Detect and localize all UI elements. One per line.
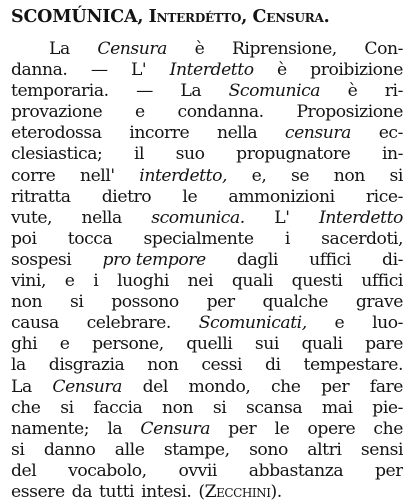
word: Riprensione, bbox=[231, 39, 337, 59]
word: suo bbox=[175, 144, 205, 165]
word: cessi bbox=[201, 355, 243, 376]
word: L' bbox=[130, 60, 147, 81]
word: alle bbox=[114, 439, 145, 460]
word: vocabolo, bbox=[68, 460, 147, 481]
word: disgrazia bbox=[48, 355, 125, 376]
word: opere bbox=[307, 418, 356, 439]
word: L' bbox=[274, 207, 290, 228]
word: — bbox=[136, 81, 153, 102]
word: nell' bbox=[79, 165, 115, 186]
word: quelli bbox=[186, 334, 233, 355]
text-line bbox=[11, 166, 403, 187]
word: Con- bbox=[364, 39, 403, 59]
text-line bbox=[11, 313, 403, 334]
word: faccia bbox=[93, 397, 143, 418]
heading-title: SCOMÚNICA, bbox=[11, 7, 144, 27]
word: uffici bbox=[309, 249, 351, 270]
word: poi bbox=[11, 228, 37, 249]
word: eterodossa bbox=[11, 123, 102, 144]
word: propugnatore bbox=[236, 144, 351, 165]
italic-term: Censura bbox=[52, 376, 122, 397]
word: uffici bbox=[361, 271, 403, 292]
italic-term: pro tempore bbox=[102, 249, 206, 270]
word: temporaria. bbox=[11, 81, 109, 102]
word: da bbox=[71, 481, 93, 502]
text-line bbox=[11, 461, 403, 482]
word: danno bbox=[43, 439, 96, 460]
italic-term: Interdetto bbox=[169, 60, 254, 81]
italic-term: Scomunicati, bbox=[198, 313, 307, 334]
word: ammonizioni bbox=[228, 186, 335, 207]
word: si bbox=[60, 397, 74, 418]
word: corre bbox=[11, 165, 56, 186]
word: mai bbox=[321, 397, 353, 418]
text-line bbox=[11, 187, 403, 208]
word: — bbox=[90, 60, 108, 81]
italic-term: Scomunica bbox=[228, 81, 321, 102]
text-line bbox=[11, 334, 403, 355]
text-line bbox=[11, 377, 403, 398]
entry-heading bbox=[11, 4, 401, 30]
word: celebrare. bbox=[86, 313, 171, 334]
word: danna. bbox=[11, 60, 68, 81]
word: è bbox=[347, 81, 358, 102]
word: e bbox=[59, 334, 70, 355]
word: fare bbox=[369, 376, 403, 397]
italic-term: Interdetto bbox=[318, 207, 403, 228]
word: tutti bbox=[99, 481, 135, 502]
italic-term: interdetto, bbox=[139, 165, 228, 186]
italic-term: Censura bbox=[140, 418, 211, 439]
text-line bbox=[11, 482, 403, 503]
word: vini, bbox=[11, 271, 46, 292]
word: per bbox=[228, 418, 257, 439]
word: sospesi bbox=[11, 249, 72, 270]
word: per bbox=[374, 460, 403, 481]
word: dagli bbox=[236, 249, 278, 270]
word: di bbox=[264, 355, 281, 376]
text-line bbox=[11, 271, 403, 292]
word: i bbox=[284, 228, 290, 249]
word: quali bbox=[231, 271, 273, 292]
word: si bbox=[389, 165, 403, 186]
word: in- bbox=[381, 144, 403, 165]
word: La bbox=[49, 39, 70, 59]
word: sono bbox=[249, 439, 288, 460]
word: i bbox=[93, 271, 99, 292]
word: e, bbox=[251, 165, 267, 186]
word: scansa bbox=[246, 397, 303, 418]
word: provazione bbox=[11, 102, 103, 123]
word: del bbox=[142, 376, 168, 397]
entry-body bbox=[11, 39, 403, 503]
word: (Zecchini). bbox=[198, 481, 282, 502]
word: qualche bbox=[262, 292, 329, 313]
word: sui bbox=[254, 334, 279, 355]
text-line bbox=[11, 398, 403, 419]
word: clesiastica; bbox=[11, 144, 103, 165]
word: la bbox=[107, 418, 123, 439]
word: ritratta bbox=[11, 186, 71, 207]
word: è bbox=[194, 39, 205, 59]
word: altri bbox=[307, 439, 342, 460]
word: intesi. bbox=[141, 481, 192, 502]
word: grave bbox=[355, 292, 403, 313]
text-line bbox=[11, 355, 403, 376]
word: di- bbox=[382, 249, 403, 270]
text-line bbox=[11, 81, 403, 102]
word: e bbox=[334, 313, 345, 334]
word: ovvii bbox=[178, 460, 217, 481]
word: tocca bbox=[67, 228, 113, 249]
word: è bbox=[277, 60, 287, 81]
text-line bbox=[11, 419, 403, 440]
word: dietro bbox=[101, 186, 152, 207]
heading-term-censura: Censura. bbox=[252, 7, 330, 27]
word: mondo, bbox=[188, 376, 251, 397]
italic-term: Censura bbox=[97, 39, 167, 59]
word: le bbox=[274, 418, 290, 439]
word: abbastanza bbox=[248, 460, 344, 481]
word: le bbox=[182, 186, 198, 207]
word: pie- bbox=[372, 397, 403, 418]
word: si bbox=[69, 292, 84, 313]
word: La bbox=[11, 376, 32, 397]
text-line bbox=[11, 144, 403, 165]
text-line bbox=[11, 250, 403, 271]
word: non bbox=[147, 355, 179, 376]
word: stampe, bbox=[163, 439, 230, 460]
word: per bbox=[321, 376, 350, 397]
text-line bbox=[11, 292, 403, 313]
word: specialmente bbox=[143, 228, 254, 249]
word: sensi bbox=[360, 439, 403, 460]
text-line bbox=[11, 440, 403, 461]
text-line bbox=[11, 229, 403, 250]
word: che bbox=[11, 397, 41, 418]
word: possono bbox=[111, 292, 179, 313]
word: del bbox=[11, 460, 37, 481]
word: La bbox=[180, 81, 202, 102]
word: quali bbox=[301, 334, 343, 355]
word: persone, bbox=[92, 334, 164, 355]
word: vute, bbox=[11, 207, 53, 228]
word: ec- bbox=[378, 123, 403, 144]
word: questi bbox=[291, 271, 343, 292]
word: non bbox=[11, 292, 43, 313]
word: condanna. bbox=[177, 102, 264, 123]
word: si bbox=[11, 439, 25, 460]
word: nei bbox=[187, 271, 214, 292]
word: tempestare. bbox=[303, 355, 403, 376]
word: e bbox=[134, 102, 145, 123]
word: non bbox=[162, 397, 194, 418]
word: essere bbox=[11, 481, 65, 502]
word: che bbox=[270, 376, 301, 397]
word: per bbox=[206, 292, 235, 313]
italic-term: censura bbox=[284, 123, 351, 144]
text-line bbox=[11, 60, 403, 81]
word: ghi bbox=[11, 334, 38, 355]
heading-term-interdetto: Interdétto, bbox=[148, 7, 248, 27]
word: incorre bbox=[129, 123, 190, 144]
word: proibizione bbox=[310, 60, 403, 81]
word: luoghi bbox=[117, 271, 169, 292]
word: si bbox=[212, 397, 227, 418]
text-line bbox=[11, 123, 403, 144]
word: e bbox=[64, 271, 75, 292]
word: pare bbox=[365, 334, 403, 355]
word: nella bbox=[216, 123, 258, 144]
word: luo- bbox=[372, 313, 403, 334]
word: la bbox=[11, 355, 26, 376]
word: non bbox=[333, 165, 365, 186]
text-line bbox=[11, 208, 403, 229]
word: il bbox=[133, 144, 145, 165]
text-line bbox=[11, 102, 403, 123]
word: Proposizione bbox=[296, 102, 403, 123]
word: sacerdoti, bbox=[321, 228, 403, 249]
word: namente; bbox=[11, 418, 90, 439]
word: ri- bbox=[384, 81, 403, 102]
word: rice- bbox=[365, 186, 403, 207]
word: nella bbox=[81, 207, 122, 228]
word: causa bbox=[11, 313, 59, 334]
word: se bbox=[291, 165, 310, 186]
word: che bbox=[373, 418, 403, 439]
italic-term: scomunica. bbox=[151, 207, 245, 228]
text-line bbox=[11, 39, 403, 60]
